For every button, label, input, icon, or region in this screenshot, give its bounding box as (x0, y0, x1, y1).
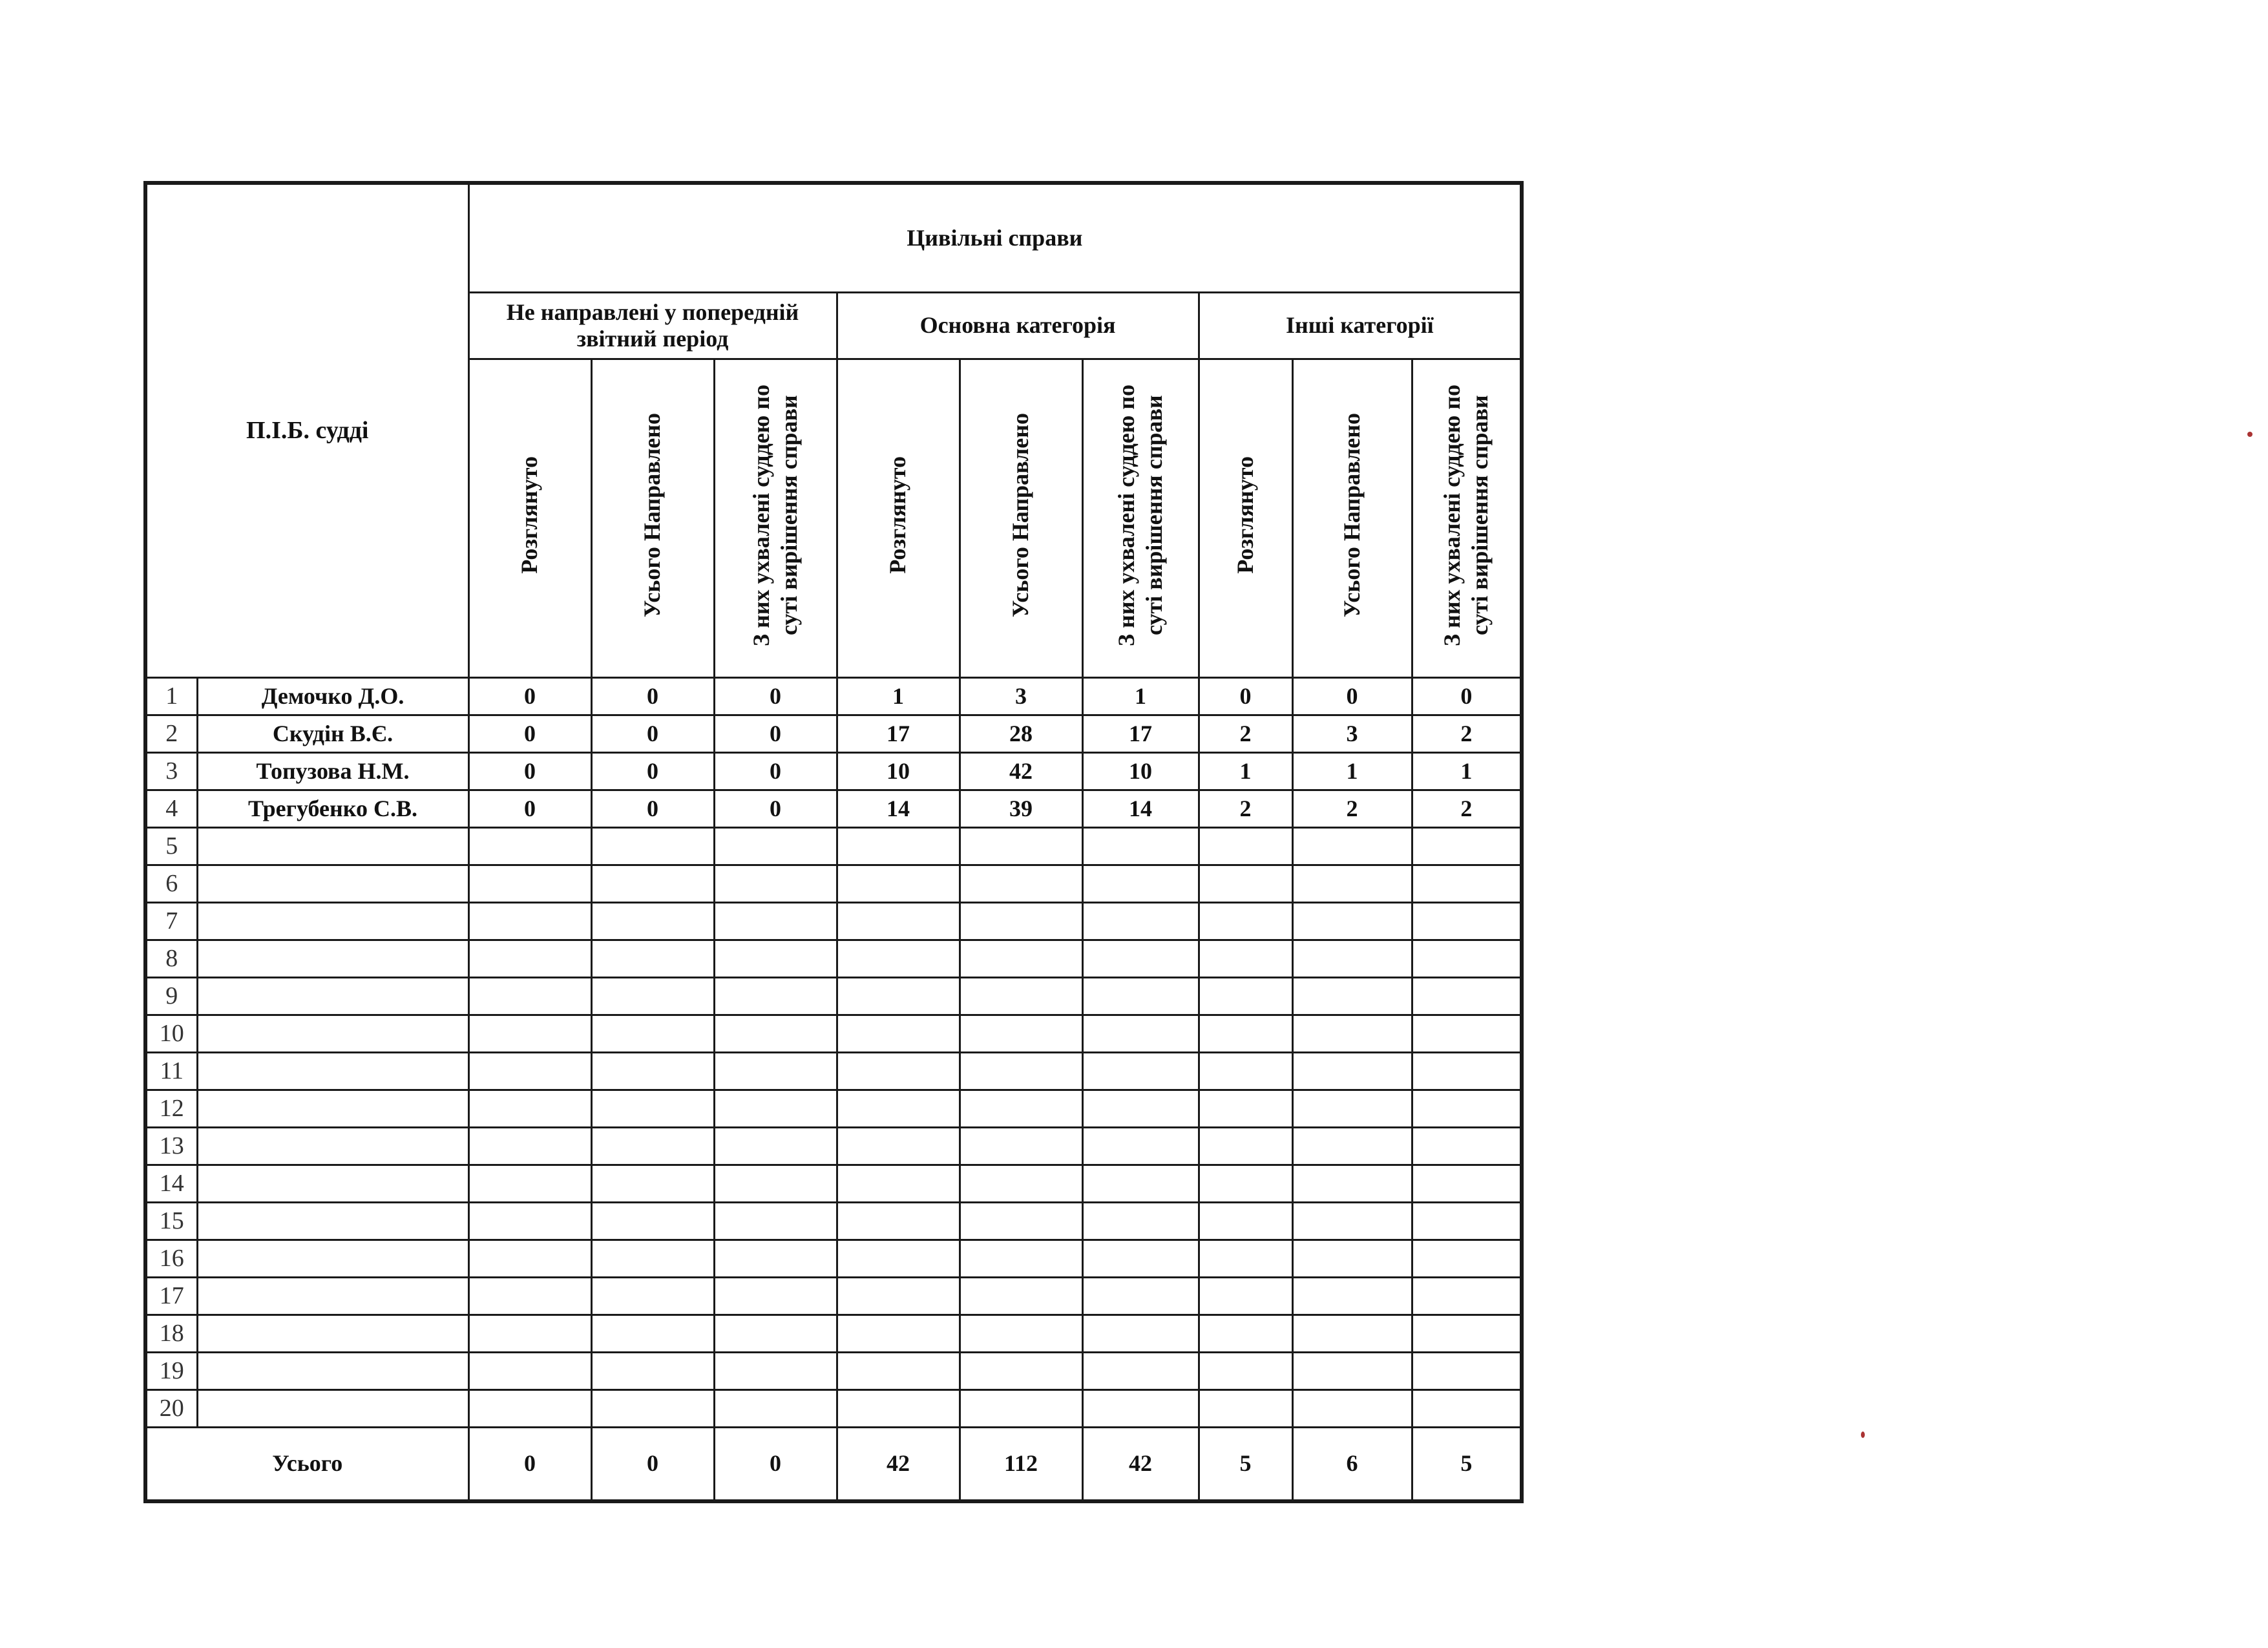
value-cell: 0 (468, 753, 591, 790)
value-cell: 0 (468, 790, 591, 828)
judge-name-cell (197, 1015, 468, 1053)
sub-header-cell (837, 359, 960, 678)
value-cell (714, 865, 837, 903)
value-cell (960, 1278, 1082, 1315)
value-cell (1292, 865, 1412, 903)
value-cell (1082, 1240, 1199, 1278)
sub-header-label: Розглянуто (516, 456, 543, 575)
value-cell (1292, 1353, 1412, 1390)
value-cell: 39 (960, 790, 1082, 828)
value-cell (1292, 1165, 1412, 1203)
value-cell: 0 (591, 753, 714, 790)
value-cell (1292, 940, 1412, 978)
value-cell (714, 1165, 837, 1203)
value-cell (714, 978, 837, 1015)
sub-header-cell (591, 359, 714, 678)
value-cell: 0 (1412, 678, 1522, 715)
value-cell (960, 828, 1082, 865)
sub-header-label: Розглянуто (885, 456, 911, 575)
value-cell: 14 (1082, 790, 1199, 828)
row-number: 13 (145, 1128, 197, 1165)
judge-name-cell (197, 1128, 468, 1165)
row-number: 18 (145, 1315, 197, 1353)
row-number: 8 (145, 940, 197, 978)
value-cell (1292, 1240, 1412, 1278)
value-cell (1199, 865, 1292, 903)
value-cell (1082, 828, 1199, 865)
value-cell: 17 (837, 715, 960, 753)
value-cell (468, 1278, 591, 1315)
value-cell (714, 1278, 837, 1315)
value-cell: 0 (714, 715, 837, 753)
sub-header-label: Усього Направлено (1007, 413, 1034, 618)
scan-speck (2247, 432, 2252, 437)
value-cell (1412, 1353, 1522, 1390)
judge-name-cell (197, 865, 468, 903)
group-header-other-categories: Інші категорії (1199, 293, 1522, 359)
row-number: 17 (145, 1278, 197, 1315)
value-cell: 1 (1199, 753, 1292, 790)
value-cell (468, 1165, 591, 1203)
table-row (145, 678, 1522, 715)
table-row (145, 828, 1522, 865)
value-cell (1292, 1278, 1412, 1315)
value-cell (591, 865, 714, 903)
table-row (145, 1128, 1522, 1165)
table-row (145, 1203, 1522, 1240)
judge-name-cell: Топузова Н.М. (197, 753, 468, 790)
value-cell (960, 1165, 1082, 1203)
value-cell (591, 1390, 714, 1428)
value-cell: 1 (1082, 678, 1199, 715)
judge-name-header: П.І.Б. судді (145, 183, 468, 678)
row-number: 7 (145, 903, 197, 940)
sub-header-label: З них ухвалені суддею по суті вирішення справи (1113, 384, 1168, 646)
value-cell (837, 1165, 960, 1203)
sub-header-cell (1199, 359, 1292, 678)
value-cell (1412, 1165, 1522, 1203)
sub-header-cell (1292, 359, 1412, 678)
value-cell (468, 865, 591, 903)
value-cell: 3 (960, 678, 1082, 715)
value-cell (591, 1278, 714, 1315)
value-cell: 0 (468, 678, 591, 715)
value-cell (837, 978, 960, 1015)
judge-name-cell (197, 940, 468, 978)
sub-header-label: З них ухвалені суддею по суті вирішення справи (1439, 384, 1493, 646)
table-row (145, 753, 1522, 790)
judge-name-cell (197, 1390, 468, 1428)
table-row (145, 1165, 1522, 1203)
value-cell: 2 (1412, 790, 1522, 828)
value-cell (1292, 1315, 1412, 1353)
value-cell (1292, 1203, 1412, 1240)
value-cell (714, 1390, 837, 1428)
row-number: 16 (145, 1240, 197, 1278)
judges-report-table (143, 181, 1524, 1503)
value-cell (1412, 865, 1522, 903)
value-cell (468, 903, 591, 940)
row-number: 20 (145, 1390, 197, 1428)
value-cell: 2 (1199, 790, 1292, 828)
value-cell (837, 1390, 960, 1428)
value-cell (1082, 1315, 1199, 1353)
value-cell: 42 (960, 753, 1082, 790)
value-cell (1412, 1090, 1522, 1128)
value-cell (1412, 1315, 1522, 1353)
table-row (145, 1053, 1522, 1090)
value-cell: 1 (1412, 753, 1522, 790)
value-cell (1412, 1053, 1522, 1090)
value-cell (837, 1203, 960, 1240)
row-number: 5 (145, 828, 197, 865)
judge-name-cell: Демочко Д.О. (197, 678, 468, 715)
value-cell (468, 1203, 591, 1240)
value-cell (1412, 1128, 1522, 1165)
table-row (145, 903, 1522, 940)
value-cell (714, 1053, 837, 1090)
value-cell (714, 1015, 837, 1053)
total-value-cell: 0 (714, 1428, 837, 1502)
value-cell (1199, 1090, 1292, 1128)
row-number: 2 (145, 715, 197, 753)
value-cell (837, 1053, 960, 1090)
value-cell: 0 (1292, 678, 1412, 715)
value-cell (1292, 1390, 1412, 1428)
value-cell (1199, 1203, 1292, 1240)
value-cell (1082, 940, 1199, 978)
scan-speck (1861, 1431, 1865, 1438)
sub-header-cell (960, 359, 1082, 678)
value-cell (1082, 1128, 1199, 1165)
value-cell (960, 1240, 1082, 1278)
value-cell (1412, 1390, 1522, 1428)
row-number: 4 (145, 790, 197, 828)
value-cell (1292, 903, 1412, 940)
table-row (145, 790, 1522, 828)
group-header-main-category: Основна категорія (837, 293, 1199, 359)
value-cell (960, 978, 1082, 1015)
value-cell: 0 (714, 678, 837, 715)
value-cell (1082, 1390, 1199, 1428)
value-cell (1082, 978, 1199, 1015)
value-cell (468, 1053, 591, 1090)
row-number: 15 (145, 1203, 197, 1240)
sub-header-cell (1082, 359, 1199, 678)
value-cell: 2 (1199, 715, 1292, 753)
value-cell (591, 1315, 714, 1353)
value-cell (1292, 1053, 1412, 1090)
value-cell (1292, 1128, 1412, 1165)
value-cell (1292, 978, 1412, 1015)
row-number: 9 (145, 978, 197, 1015)
judge-name-cell (197, 1053, 468, 1090)
judge-name-cell (197, 1315, 468, 1353)
sub-header-label: З них ухвалені суддею по суті вирішення справи (748, 384, 803, 646)
value-cell (591, 1053, 714, 1090)
value-cell (837, 828, 960, 865)
value-cell (1199, 1353, 1292, 1390)
judge-name-cell (197, 1278, 468, 1315)
value-cell (591, 1090, 714, 1128)
value-cell (591, 940, 714, 978)
sub-header-label: Усього Направлено (639, 413, 666, 618)
value-cell (837, 1090, 960, 1128)
value-cell: 3 (1292, 715, 1412, 753)
table-row (145, 715, 1522, 753)
value-cell (468, 1015, 591, 1053)
value-cell (714, 1315, 837, 1353)
total-value-cell: 5 (1199, 1428, 1292, 1502)
value-cell (1412, 978, 1522, 1015)
value-cell (468, 1353, 591, 1390)
value-cell: 1 (1292, 753, 1412, 790)
judge-name-cell (197, 1240, 468, 1278)
row-number: 12 (145, 1090, 197, 1128)
value-cell (960, 1353, 1082, 1390)
value-cell (960, 903, 1082, 940)
value-cell (837, 865, 960, 903)
value-cell: 2 (1292, 790, 1412, 828)
table-row (145, 1390, 1522, 1428)
total-value-cell: 6 (1292, 1428, 1412, 1502)
value-cell (960, 1090, 1082, 1128)
value-cell (591, 1128, 714, 1165)
value-cell: 2 (1412, 715, 1522, 753)
totals-row (145, 1428, 1522, 1502)
judge-name-cell (197, 828, 468, 865)
total-value-cell: 112 (960, 1428, 1082, 1502)
value-cell (591, 1165, 714, 1203)
value-cell (960, 1015, 1082, 1053)
judge-name-cell (197, 978, 468, 1015)
value-cell (1412, 940, 1522, 978)
row-number: 10 (145, 1015, 197, 1053)
value-cell (837, 903, 960, 940)
value-cell (837, 1015, 960, 1053)
row-number: 11 (145, 1053, 197, 1090)
value-cell (960, 1390, 1082, 1428)
value-cell: 0 (591, 678, 714, 715)
value-cell (1082, 1165, 1199, 1203)
value-cell (837, 1128, 960, 1165)
value-cell (591, 903, 714, 940)
value-cell (1199, 903, 1292, 940)
value-cell: 0 (714, 790, 837, 828)
sub-header-label: Усього Направлено (1338, 413, 1365, 618)
value-cell: 0 (468, 715, 591, 753)
value-cell (468, 978, 591, 1015)
value-cell: 1 (837, 678, 960, 715)
value-cell (1199, 1278, 1292, 1315)
value-cell (837, 1240, 960, 1278)
value-cell: 0 (591, 790, 714, 828)
sub-header-label: Розглянуто (1232, 456, 1258, 575)
value-cell (714, 1203, 837, 1240)
value-cell: 0 (714, 753, 837, 790)
table-row (145, 1015, 1522, 1053)
value-cell (1199, 828, 1292, 865)
value-cell: 28 (960, 715, 1082, 753)
value-cell (1082, 1090, 1199, 1128)
value-cell (1082, 865, 1199, 903)
value-cell (960, 865, 1082, 903)
value-cell (714, 828, 837, 865)
value-cell (1082, 1053, 1199, 1090)
sub-header-cell (1412, 359, 1522, 678)
judge-name-cell (197, 1165, 468, 1203)
value-cell: 14 (837, 790, 960, 828)
value-cell (1199, 1315, 1292, 1353)
value-cell (960, 1128, 1082, 1165)
table-row (145, 1278, 1522, 1315)
table-row (145, 1240, 1522, 1278)
value-cell (714, 903, 837, 940)
value-cell (1292, 828, 1412, 865)
value-cell (714, 1240, 837, 1278)
value-cell (1199, 1240, 1292, 1278)
row-number: 14 (145, 1165, 197, 1203)
row-number: 6 (145, 865, 197, 903)
value-cell (1412, 903, 1522, 940)
total-value-cell: 42 (837, 1428, 960, 1502)
value-cell (468, 1315, 591, 1353)
value-cell (468, 940, 591, 978)
value-cell (1412, 1278, 1522, 1315)
report-sheet (143, 181, 1520, 1493)
value-cell (1199, 978, 1292, 1015)
total-value-cell: 5 (1412, 1428, 1522, 1502)
judge-name-cell (197, 1203, 468, 1240)
sub-header-cell (714, 359, 837, 678)
judge-name-cell: Трегубенко С.В. (197, 790, 468, 828)
value-cell (1082, 1278, 1199, 1315)
value-cell (591, 978, 714, 1015)
value-cell (714, 1128, 837, 1165)
judge-name-cell: Скудін В.Є. (197, 715, 468, 753)
value-cell: 17 (1082, 715, 1199, 753)
value-cell (1412, 828, 1522, 865)
value-cell (837, 1315, 960, 1353)
row-number: 19 (145, 1353, 197, 1390)
value-cell (960, 940, 1082, 978)
total-value-cell: 0 (591, 1428, 714, 1502)
civil-cases-header: Цивільні справи (468, 183, 1522, 293)
total-value-cell: 0 (468, 1428, 591, 1502)
value-cell: 0 (591, 715, 714, 753)
judge-name-cell (197, 1090, 468, 1128)
value-cell (960, 1053, 1082, 1090)
value-cell (714, 1353, 837, 1390)
sub-header-cell (468, 359, 591, 678)
table-row (145, 1090, 1522, 1128)
value-cell (714, 940, 837, 978)
value-cell (468, 828, 591, 865)
value-cell (1082, 1203, 1199, 1240)
value-cell (1412, 1015, 1522, 1053)
table-row (145, 865, 1522, 903)
value-cell (714, 1090, 837, 1128)
value-cell (837, 940, 960, 978)
group-header-not-sent: Не направлені у попередній звітний період (468, 293, 837, 359)
value-cell (960, 1315, 1082, 1353)
value-cell (591, 1240, 714, 1278)
value-cell: 0 (1199, 678, 1292, 715)
value-cell (1082, 903, 1199, 940)
value-cell (1199, 1128, 1292, 1165)
row-number: 1 (145, 678, 197, 715)
totals-label: Усього (145, 1428, 468, 1502)
value-cell (837, 1353, 960, 1390)
value-cell (468, 1090, 591, 1128)
value-cell (1199, 1390, 1292, 1428)
value-cell (1082, 1015, 1199, 1053)
value-cell (1199, 1053, 1292, 1090)
value-cell (468, 1128, 591, 1165)
value-cell: 10 (1082, 753, 1199, 790)
value-cell (468, 1240, 591, 1278)
table-row (145, 1315, 1522, 1353)
value-cell (1199, 1165, 1292, 1203)
table-row (145, 978, 1522, 1015)
value-cell (1082, 1353, 1199, 1390)
value-cell (591, 1353, 714, 1390)
value-cell (960, 1203, 1082, 1240)
value-cell (1292, 1090, 1412, 1128)
value-cell (1412, 1240, 1522, 1278)
total-value-cell: 42 (1082, 1428, 1199, 1502)
value-cell: 10 (837, 753, 960, 790)
value-cell (837, 1278, 960, 1315)
value-cell (1199, 940, 1292, 978)
value-cell (1199, 1015, 1292, 1053)
value-cell (591, 1015, 714, 1053)
value-cell (1292, 1015, 1412, 1053)
value-cell (1412, 1203, 1522, 1240)
table-row (145, 940, 1522, 978)
table-row (145, 1353, 1522, 1390)
value-cell (468, 1390, 591, 1428)
judge-name-cell (197, 1353, 468, 1390)
value-cell (591, 828, 714, 865)
row-number: 3 (145, 753, 197, 790)
value-cell (591, 1203, 714, 1240)
judge-name-cell (197, 903, 468, 940)
